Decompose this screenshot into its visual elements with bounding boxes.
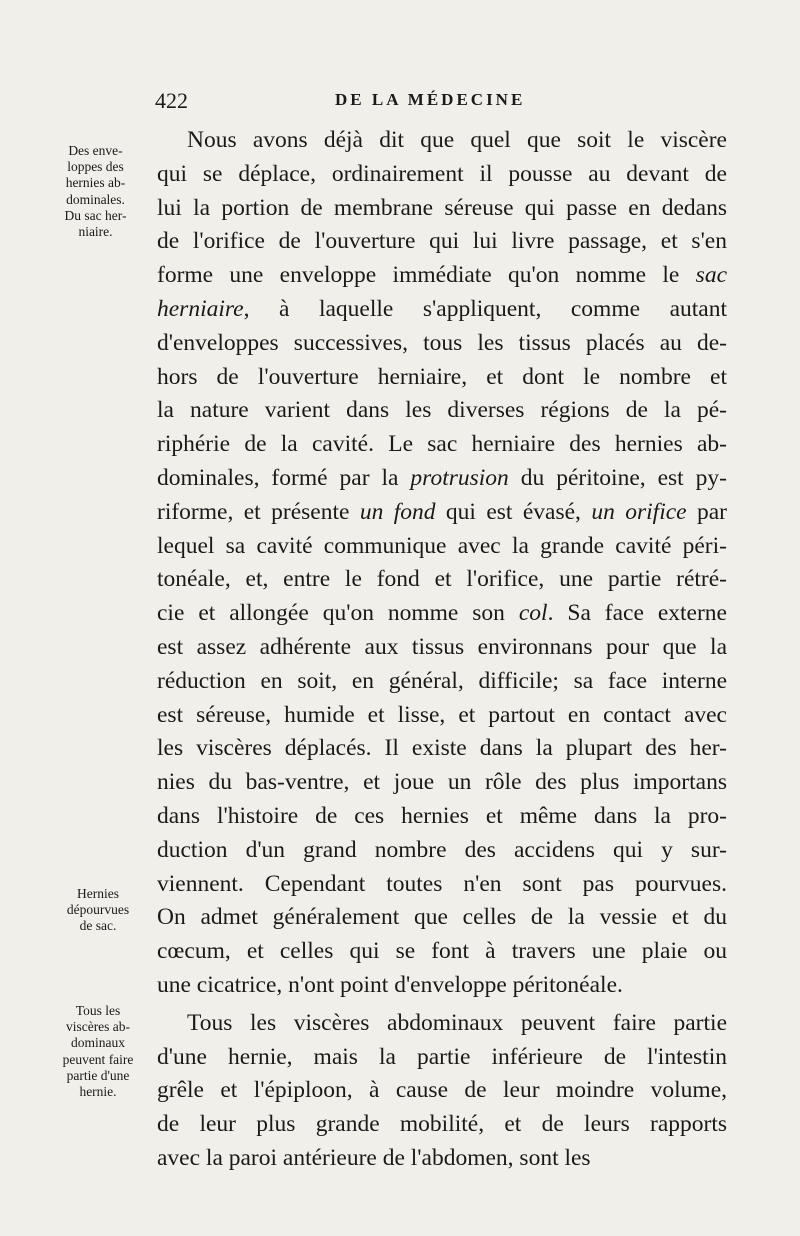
marginal-line: de sac. bbox=[79, 918, 117, 934]
text-line: tonéale, et, entre le fond et l'orifice, une partie rétré- bbox=[157, 566, 727, 593]
page-number: 422 bbox=[155, 88, 188, 113]
marginal-line: viscères ab- bbox=[65, 1019, 131, 1035]
text-line: réduction en soit, en général, difficile; sa face interne bbox=[157, 667, 727, 694]
running-title: DE LA MÉDECINE bbox=[335, 90, 526, 109]
marginal-line: partie d'une bbox=[66, 1067, 130, 1083]
text-line: de leur plus grande mobilité, et de leurs rapports bbox=[157, 1111, 727, 1138]
text-line: les viscères déplacés. Il existe dans la plupart des her- bbox=[157, 735, 727, 762]
text-line: est séreuse, humide et lisse, et partout en contact avec bbox=[157, 701, 727, 728]
text-line: cœcum, et celles qui se font à travers une plaie ou bbox=[157, 938, 727, 965]
marginal-line: Tous les bbox=[75, 1003, 121, 1018]
marginal-note-all-viscera bbox=[48, 1003, 148, 1100]
text-line: qui se déplace, ordinairement il pousse au devant de bbox=[157, 160, 727, 187]
text-line: viennent. Cependant toutes n'en sont pas pourvues. bbox=[157, 870, 727, 897]
text-line: herniaire, à laquelle s'appliquent, comme autant bbox=[157, 295, 727, 322]
marginal-line: peuvent faire bbox=[62, 1051, 134, 1067]
marginal-line: dépourvues bbox=[66, 902, 130, 918]
marginal-note-no-sac bbox=[48, 886, 148, 935]
text-line: d'une hernie, mais la partie inférieure de l'intestin bbox=[157, 1043, 727, 1070]
marginal-line: loppes des bbox=[67, 159, 124, 175]
marginal-line: niaire. bbox=[78, 224, 113, 240]
marginal-line: dominales. bbox=[66, 191, 125, 207]
page-header bbox=[155, 88, 725, 118]
text-line: cie et allongée qu'on nomme son col. Sa face externe bbox=[157, 600, 727, 627]
text-line: une cicatrice, n'ont point d'enveloppe péritonéale. bbox=[157, 971, 623, 998]
text-line: forme une enveloppe immédiate qu'on nomme le sac bbox=[157, 262, 727, 289]
text-line: d'enveloppes successives, tous les tissus placés au de- bbox=[157, 329, 727, 356]
text-line: Tous les viscères abdominaux peuvent faire partie bbox=[187, 1009, 727, 1036]
marginal-line: Des enve- bbox=[68, 143, 123, 158]
text-line: nies du bas-ventre, et joue un rôle des plus importans bbox=[157, 769, 727, 796]
text-line: Nous avons déjà dit que quel que soit le viscère bbox=[187, 127, 727, 153]
marginal-line: hernie. bbox=[79, 1084, 117, 1100]
marginal-line: dominaux bbox=[71, 1035, 125, 1051]
marginal-line: Du sac her- bbox=[64, 207, 127, 223]
text-line: dominales, formé par la protrusion du péritoine, est py- bbox=[157, 464, 727, 491]
text-line: de l'orifice de l'ouverture qui lui livre passage, et s'en bbox=[157, 228, 727, 255]
marginal-note-sac bbox=[48, 143, 143, 240]
paragraph bbox=[157, 1007, 727, 1176]
text-line: lequel sa cavité communique avec la grande cavité péri- bbox=[157, 532, 727, 559]
text-line: lui la portion de membrane séreuse qui passe en dedans bbox=[157, 194, 727, 221]
text-line: grêle et l'épiploon, à cause de leur moindre volume, bbox=[157, 1077, 727, 1104]
text-line: On admet généralement que celles de la vessie et du bbox=[157, 904, 727, 931]
body-text bbox=[157, 124, 727, 1176]
text-line: dans l'histoire de ces hernies et même dans la pro- bbox=[157, 802, 727, 829]
text-line: riphérie de la cavité. Le sac herniaire des hernies ab- bbox=[157, 431, 727, 458]
text-line: la nature varient dans les diverses régions de la pé- bbox=[157, 397, 727, 424]
text-line: avec la paroi antérieure de l'abdomen, sont les bbox=[157, 1144, 591, 1171]
text-line: hors de l'ouverture herniaire, et dont le nombre et bbox=[157, 363, 727, 390]
text-line: est assez adhérente aux tissus environnans pour que la bbox=[157, 633, 727, 660]
text-line: duction d'un grand nombre des accidens qui y sur- bbox=[157, 836, 727, 863]
marginal-line: Hernies bbox=[77, 886, 119, 901]
marginal-line: hernies ab- bbox=[65, 175, 126, 191]
paragraph bbox=[157, 124, 727, 1003]
text-line: riforme, et présente un fond qui est évasé, un orifice par bbox=[157, 498, 727, 525]
